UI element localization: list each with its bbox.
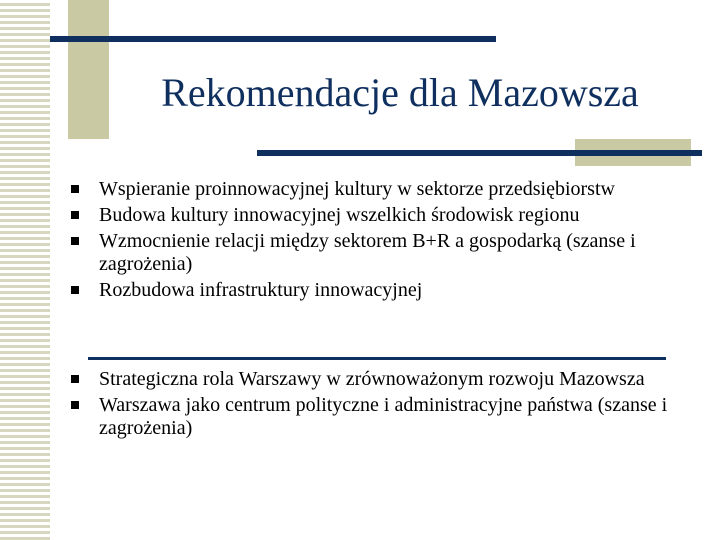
section-divider [88, 357, 666, 360]
square-bullet-icon [70, 184, 80, 194]
title-top-bar [50, 36, 496, 42]
striped-decoration [0, 0, 50, 540]
list-item [50, 394, 690, 440]
square-bullet-icon [70, 236, 80, 246]
list-item-text: Strategiczna rola Warszawy w zrównoważonym rozwoju Mazowsza [99, 368, 645, 390]
square-bullet-icon [70, 210, 80, 220]
list-item-text: Warszawa jako centrum polityczne i administracyjne państwa (szanse i zagrożenia) [99, 394, 668, 439]
list-item-text: Wzmocnienie relacji między sektorem B+R a gospodarką (szanse i zagrożenia) [99, 230, 636, 275]
list-item [50, 230, 690, 276]
list-item [50, 279, 690, 302]
list-item-text: Budowa kultury innowacyjnej wszelkich środowisk regionu [99, 204, 580, 226]
square-bullet-icon [70, 400, 80, 410]
bullet-list-warsaw [50, 368, 690, 443]
square-bullet-icon [70, 374, 80, 384]
title-accent-block [68, 0, 109, 139]
square-bullet-icon [70, 285, 80, 295]
list-item [50, 204, 690, 227]
bullet-list-regional [50, 178, 690, 305]
list-item [50, 178, 690, 201]
title-bottom-bar [257, 150, 702, 156]
slide-title: Rekomendacje dla Mazowsza [161, 70, 639, 115]
list-item-text: Rozbudowa infrastruktury innowacyjnej [99, 279, 423, 301]
list-item-text: Wspieranie proinnowacyjnej kultury w sektorze przedsiębiorstw [99, 178, 615, 200]
list-item [50, 368, 690, 391]
